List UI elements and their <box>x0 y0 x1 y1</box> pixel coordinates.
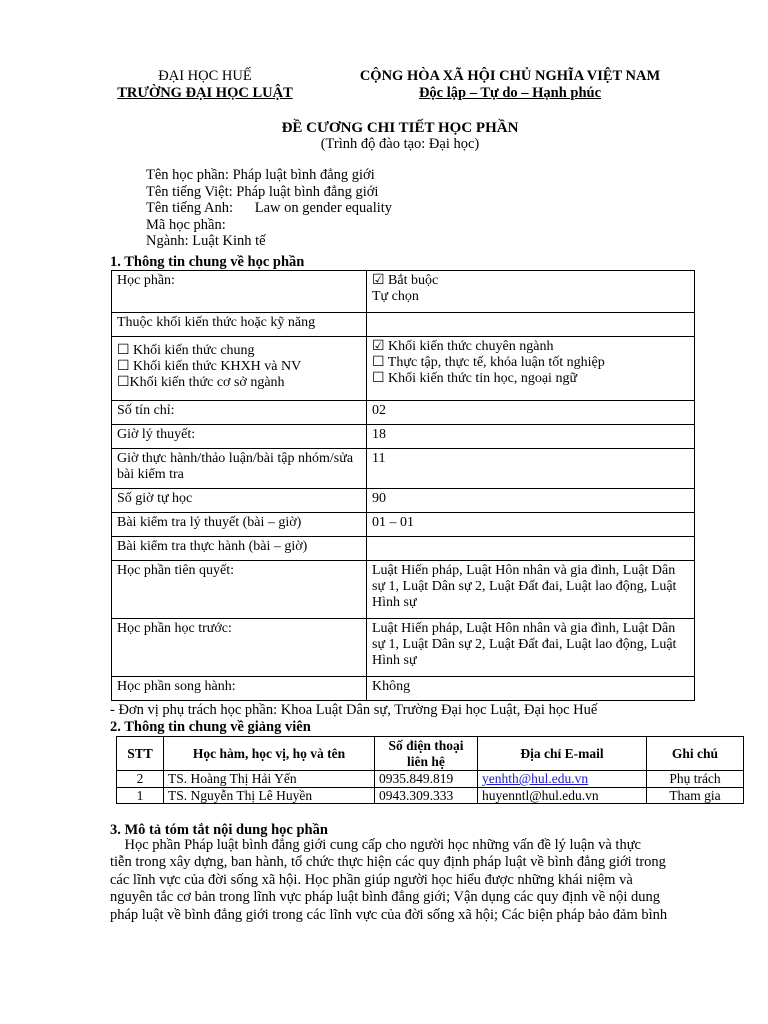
table-cell <box>367 537 695 561</box>
table-cell: 01 – 01 <box>367 513 695 537</box>
table-cell <box>112 337 367 401</box>
column-header: Địa chỉ E-mail <box>478 737 647 771</box>
table-row <box>112 449 695 489</box>
table-cell: Luật Hiến pháp, Luật Hôn nhân và gia đình, Luật Dân sự 1, Luật Dân sự 2, Luật Đất đai, Luật lao động, Luật Hình sự <box>367 561 695 619</box>
table-row <box>117 771 744 788</box>
table-cell: 1 <box>117 787 164 804</box>
table-cell: Phụ trách <box>647 771 744 788</box>
paragraph-line: pháp luật về bình đẳng giới trong các lĩnh vực của đời sống xã hội; Các biện pháp bảo đảm bình <box>110 906 668 923</box>
table-cell: Học phần: <box>112 271 367 313</box>
table-cell: 90 <box>367 489 695 513</box>
national-title: CỘNG HÒA XÃ HỘI CHỦ NGHĨA VIỆT NAM <box>359 68 661 84</box>
table-cell: Giờ lý thuyết: <box>112 425 367 449</box>
course-name: Tên học phần: Pháp luật bình đẳng giới <box>146 167 375 183</box>
paragraph-line: các lĩnh vực của đời sống xã hội. Học phần giúp người học hiểu được những khái niệm và <box>110 871 633 888</box>
course-major: Ngành: Luật Kinh tế <box>146 233 266 249</box>
table-cell: Bài kiểm tra lý thuyết (bài – giờ) <box>112 513 367 537</box>
paragraph-line: nguyên tắc cơ bản trong lĩnh vực pháp luật bình đẳng giới; Vận dụng các quy định về nội dung <box>110 889 661 906</box>
course-info-table <box>111 270 695 701</box>
section-3-heading: 3. Mô tả tóm tắt nội dung học phần <box>110 822 328 838</box>
table-row <box>112 425 695 449</box>
course-name-vi: Tên tiếng Việt: Pháp luật bình đẳng giới <box>146 183 379 200</box>
table-cell <box>367 313 695 337</box>
section-1-heading: 1. Thông tin chung về học phần <box>110 254 305 270</box>
table-row <box>112 513 695 537</box>
document-title: ĐỀ CƯƠNG CHI TIẾT HỌC PHẦN <box>281 120 519 136</box>
table-row <box>112 489 695 513</box>
table-row <box>112 677 695 701</box>
course-name-en: Tên tiếng Anh: Law on gender equality <box>146 200 393 216</box>
table-cell: Không <box>367 677 695 701</box>
knowledge-it-language: ☐ Khối kiến thức tin học, ngoại ngữ <box>372 371 578 387</box>
table-cell: 0935.849.819 <box>375 771 478 788</box>
knowledge-specialized: ☑ Khối kiến thức chuyên ngành <box>372 339 554 354</box>
section-2-heading: 2. Thông tin chung về giảng viên <box>110 719 311 735</box>
table-cell: Học phần học trước: <box>112 619 367 677</box>
table-cell: huyenntl@hul.edu.vn <box>478 787 647 804</box>
table-cell: Học phần song hành: <box>112 677 367 701</box>
table-cell: Thuộc khối kiến thức hoặc kỹ năng <box>112 313 367 337</box>
lecturer-table <box>116 736 744 804</box>
table-cell: 0943.309.333 <box>375 787 478 804</box>
column-header: STT <box>117 737 164 771</box>
table-cell: Số giờ tự học <box>112 489 367 513</box>
table-cell: Số tín chỉ: <box>112 401 367 425</box>
university-header <box>100 68 310 103</box>
table-cell: Luật Hiến pháp, Luật Hôn nhân và gia đình, Luật Dân sự 1, Luật Dân sự 2, Luật Đất đai, Luật lao động, Luật Hình sự <box>367 619 695 677</box>
option-required: ☑ Bắt buộc <box>372 273 439 288</box>
national-motto: Độc lập – Tự do – Hạnh phúc <box>418 85 602 102</box>
table-row <box>112 401 695 425</box>
knowledge-internship: ☐ Thực tập, thực tế, khóa luận tốt nghiệp <box>372 355 605 371</box>
table-cell: Tham gia <box>647 787 744 804</box>
table-cell: Giờ thực hành/thảo luận/bài tập nhóm/sửa bài kiểm tra <box>112 449 367 489</box>
paragraph-line: tiễn trong xây dựng, ban hành, tổ chức thực hiện các quy định pháp luật về bình đẳng giới trong <box>110 854 666 871</box>
national-header <box>330 68 690 103</box>
course-code: Mã học phần: <box>146 216 226 233</box>
table-row <box>117 787 744 804</box>
option-elective: Tự chọn <box>372 289 419 305</box>
column-header: Số điện thoại liên hệ <box>375 737 478 771</box>
school-name: TRƯỜNG ĐẠI HỌC LUẬT <box>117 85 293 102</box>
table-row <box>112 619 695 677</box>
table-cell <box>478 771 647 788</box>
email-link[interactable]: yenhth@hul.edu.vn <box>482 771 589 787</box>
table-row <box>112 313 695 337</box>
column-header: Ghi chú <box>647 737 744 771</box>
table-cell: TS. Hoàng Thị Hải Yến <box>164 771 375 788</box>
table-row <box>112 561 695 619</box>
knowledge-general: ☐ Khối kiến thức chung <box>117 343 255 358</box>
university-name: ĐẠI HỌC HUẾ <box>158 68 252 84</box>
table-row <box>112 271 695 313</box>
course-info <box>146 167 392 250</box>
table-cell: Học phần tiên quyết: <box>112 561 367 619</box>
column-header: Học hàm, học vị, họ và tên <box>164 737 375 771</box>
table-header-row <box>117 737 744 771</box>
table-cell <box>367 271 695 313</box>
table-cell: TS. Nguyễn Thị Lê Huyền <box>164 787 375 804</box>
table-row <box>112 337 695 401</box>
table-cell: Bài kiểm tra thực hành (bài – giờ) <box>112 537 367 561</box>
paragraph-line: Học phần Pháp luật bình đẳng giới cung cấp cho người học những vấn đề lý luận và thực <box>110 837 641 853</box>
knowledge-base: ☐Khối kiến thức cơ sở ngành <box>117 375 285 391</box>
document-subtitle: (Trình độ đào tạo: Đại học) <box>320 136 480 152</box>
table-cell: 2 <box>117 771 164 788</box>
knowledge-social: ☐ Khối kiến thức KHXH và NV <box>117 359 302 375</box>
table-cell: 11 <box>367 449 695 489</box>
course-description <box>110 837 696 924</box>
department-note: - Đơn vị phụ trách học phần: Khoa Luật Dân sự, Trường Đại học Luật, Đại học Huế <box>110 702 598 718</box>
table-cell: 02 <box>367 401 695 425</box>
table-cell: 18 <box>367 425 695 449</box>
table-cell <box>367 337 695 401</box>
table-row <box>112 537 695 561</box>
